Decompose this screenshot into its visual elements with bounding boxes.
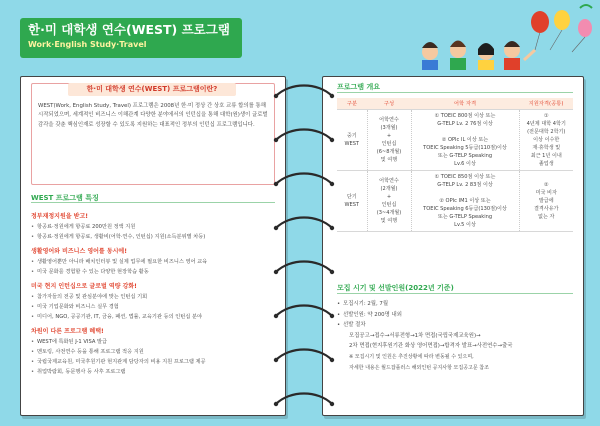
binding-ring-icon [276, 218, 332, 229]
binding-ring-icon [276, 350, 332, 361]
program-type: 단기 WEST [337, 170, 367, 231]
binding-ring-icon [276, 130, 332, 141]
feature-heading: 미국 현지 인턴십으로 글로벌 역량 강화! [31, 283, 137, 290]
feature-item: • 취업박람회, 동문행사 등 사후 프로그램 [31, 367, 279, 377]
features-divider [31, 202, 275, 203]
table-header: 어학 자격 [411, 98, 519, 109]
binding-ring-icon [276, 174, 332, 185]
recruit-line: 모집공고→접수→서류전형→1차 면접(국립국제교육원)→ [349, 332, 481, 339]
feature-heading: 생활영어와 비즈니스 영어를 동시에! [31, 248, 127, 255]
feature-item: • 생활영어뿐만 아니라 배치인터뷰 및 실제 업무에 필요한 비즈니스 영어 교육 [31, 257, 279, 267]
overview-divider [337, 92, 573, 93]
table-row [337, 170, 573, 231]
language-requirement: ① TOEIC 800점 이상 또는 G-TELP Lv. 2 76점 이상 ② OPIc IL 이상 또는 TOEIC Speaking 5등급(110점)이상 또는 G-TELP Speaking Lv.6 이상 [411, 109, 519, 170]
binding-ring-icon [276, 306, 332, 317]
students-balloons-illustration [390, 0, 600, 70]
intro-text: WEST(Work, English Study, Travel) 프로그램은 2008년 한·미 정상 간 상호 교류 합의를 통해 시작되었으며, 세계적인 비즈니스 이해관계 다양한 분야에서의 인턴십을 통해 대학(원)생이 글로벌 감각을 갖춘 핵심인재로 성장할 수 있도록 지원하는 대표적인 정부의 인턴십 프로그램입니다. [38, 103, 268, 128]
feature-item: • 국립국제교육원, 미국후원기관 현지관계 담당자의 비용 지원 프로그램 제공 [31, 357, 279, 367]
binding-ring-icon [276, 262, 332, 273]
program-overview-table [337, 98, 573, 232]
overview-title: 프로그램 개요 [337, 83, 381, 91]
spiral-binding [270, 84, 338, 414]
feature-item: • 참가자들의 전공 및 관심분야에 맞는 인턴십 기회 [31, 292, 279, 302]
intro-box [31, 83, 275, 185]
intro-heading: 한·미 대학생 연수(WEST) 프로그램이란? [68, 83, 236, 96]
page-title-box [20, 18, 242, 58]
recruit-line: • 선발 절차 [337, 320, 577, 331]
pink-balloon-icon [578, 19, 592, 37]
red-balloon-icon [531, 11, 549, 33]
recruit-line: • 선발인원: 약 200명 내외 [337, 310, 577, 321]
features-title: WEST 프로그램 특징 [31, 194, 99, 202]
recruit-line: 2차 면접(현지후원기관 화상 영어면접)→합격자 발표→사전연수→출국 [349, 343, 513, 350]
program-composition: 어학연수 (2개월) + 인턴십 (3~4개월) 및 여행 [367, 170, 411, 231]
table-header: 구분 [337, 98, 367, 109]
recruit-title: 모집 시기 및 선발인원(2022년 기준) [337, 284, 454, 292]
eligibility: ① 4년제 대학 4학기 (전문대학 2학기) 이상 이수한 재·휴학생 및 최근 1년 이내 졸업생 [519, 109, 573, 170]
feature-item: • 미디어, NGO, 공공기관, IT, 금융, 패션, 법률, 교육기관 등의 인턴십 분야 [31, 312, 279, 322]
feature-item: • 미국 문화를 경험할 수 있는 다양한 현장학습 활동 [31, 267, 279, 277]
features-list [31, 207, 279, 377]
feature-item: • 멘토링, 사전연수 등을 통해 프로그램 적응 지원 [31, 347, 279, 357]
feature-item: • 항공료·정원에게 항공료, 생활비(어학·연수, 인턴십) 지원(소득분위별 차등) [31, 232, 279, 242]
program-composition: 어학연수 (3개월) + 인턴십 (6~8개월) 및 여행 [367, 109, 411, 170]
yellow-balloon-icon [554, 10, 570, 30]
recruit-note: ※ 모집시기 및 인원은 추진상황에 따라 변동될 수 있으며, [349, 353, 474, 360]
feature-heading: 정부재정지원을 받고! [31, 213, 88, 220]
program-type: 중기 WEST [337, 109, 367, 170]
recruit-line: • 모집시기: 2월, 7월 [337, 299, 577, 310]
left-notebook-page [20, 76, 286, 416]
table-row [337, 109, 573, 170]
table-header: 지원자격(공통) [519, 98, 573, 109]
language-requirement: ① TOEIC 850점 이상 또는 G-TELP Lv. 2 83점 이상 ② OPIc IM1 이상 또는 TOEIC Speaking 6등급(130점)이상 또는 G-TELP Speaking Lv.5 이상 [411, 170, 519, 231]
recruit-list [337, 299, 577, 373]
page-title: 한·미 대학생 연수(WEST) 프로그램 [28, 22, 230, 37]
feature-heading: 차원이 다른 프로그램 혜택! [31, 328, 104, 335]
page-subtitle: Work·English Study·Travel [28, 40, 147, 49]
right-notebook-page [322, 76, 584, 416]
eligibility: ② 미국 비자 발급에 결격사유가 없는 자 [519, 170, 573, 231]
recruit-divider [337, 293, 573, 294]
binding-ring-icon [276, 86, 332, 97]
feature-item: • WEST에 특화된 J-1 VISA 발급 [31, 337, 279, 347]
binding-ring-icon [276, 394, 332, 405]
feature-item: • 미국 기업문화와 비즈니스 실무 경험 [31, 302, 279, 312]
recruit-note: 자세한 내용은 월드잡플러스 해외인턴 공지사항 모집공고문 참조 [349, 364, 489, 371]
table-header: 구성 [367, 98, 411, 109]
table-header-row [337, 98, 573, 109]
feature-item: • 항공료·정원에게 항공료 200만원 정액 지원 [31, 222, 279, 232]
